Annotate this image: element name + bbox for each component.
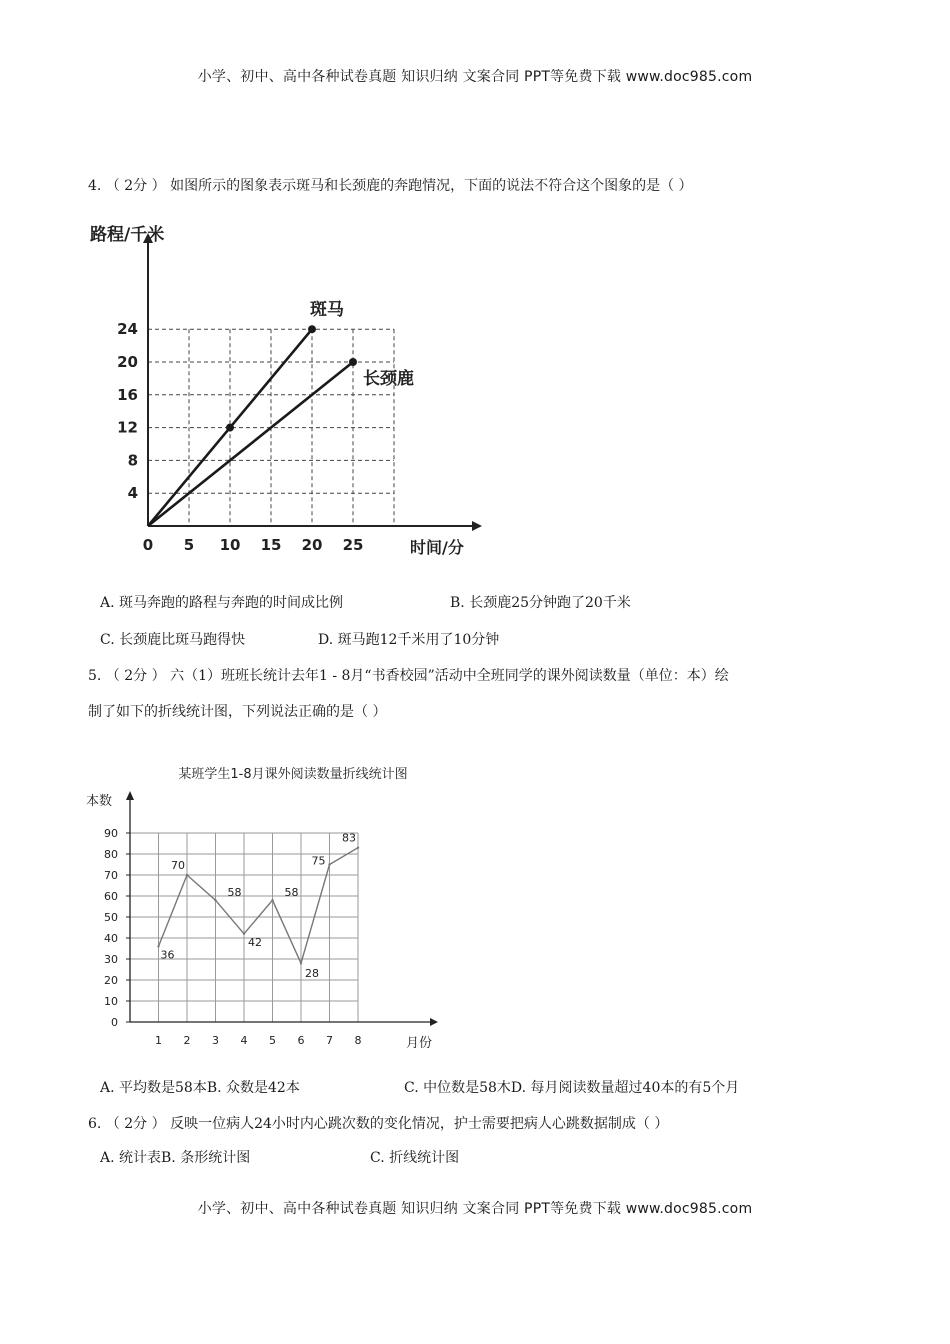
chart2-y-axis-label: 本数 [86,794,113,809]
q4-option-c: C. 长颈鹿比斑马跑得快 [100,632,246,648]
chart2-point [243,933,245,935]
chart2-x-tick: 2 [183,1034,191,1047]
chart1-x-tick: 25 [342,536,364,554]
chart2-point [157,945,159,947]
q4-option-d: D. 斑马跑12千米用了10分钟 [318,632,500,648]
chart1-series-line-1 [148,362,353,526]
q5-option-ab: A. 平均数是58本B. 众数是42本 [100,1080,300,1096]
chart1-y-tick: 4 [127,484,138,503]
chart2-y-tick: 0 [111,1016,118,1029]
chart2-x-tick: 5 [269,1034,276,1047]
chart2-x-tick: 8 [354,1034,362,1047]
chart2-y-tick: 40 [104,932,118,945]
chart2-data-label: 42 [248,935,262,949]
chart2-y-tick: 10 [104,995,118,1008]
chart2-y-tick: 50 [104,911,118,924]
chart2-data-label: 83 [342,831,356,845]
chart2-data-label: 36 [160,948,175,962]
chart2-data-label: 75 [311,854,326,868]
chart2-point [328,863,330,865]
chart2-x-tick: 1 [155,1034,162,1047]
question-6-stem: 6. （ 2分 ） 反映一位病人24小时内心跳次数的变化情况，护士需要把病人心跳数据制成（ ） [88,1116,669,1132]
chart1-y-axis-label: 路程/千米 [90,225,165,245]
chart2-point [271,899,273,901]
chart1-y-tick: 20 [117,353,138,371]
chart2-y-tick: 90 [104,827,118,840]
chart2-x-tick: 6 [297,1034,305,1047]
chart2-y-tick: 20 [104,974,118,987]
chart1-x-tick: 10 [219,536,241,554]
chart1-series-label-0: 斑马 [310,300,344,321]
chart2-y-tick: 70 [104,869,118,882]
q6-option-c: C. 折线统计图 [370,1150,460,1166]
chart2-y-tick: 30 [104,953,118,966]
chart1-x-tick: 15 [260,536,282,554]
q6-option-ab: A. 统计表B. 条形统计图 [100,1150,251,1166]
question-4-stem: 4. （ 2分 ） 如图所示的图象表示斑马和长颈鹿的奔跑情况，下面的说法不符合这个图象的是（ ） [88,178,693,194]
question-5-stem-line1: 5. （ 2分 ） 六（1）班班长统计去年1 - 8月“书香校园”活动中全班同学的课外阅读数量（单位：本）绘 [88,668,729,684]
chart2-y-tick: 80 [104,848,118,861]
chart1-y-tick: 8 [127,451,138,470]
chart2-point [186,874,188,876]
reading-line-chart [80,755,450,1060]
chart1-y-tick: 16 [117,385,138,404]
chart1-y-tick: 12 [117,418,138,437]
chart2-point [214,899,216,901]
chart2-data-label: 58 [284,886,299,900]
q4-option-a: A. 斑马奔跑的路程与奔跑的时间成比例 [100,595,344,611]
chart2-data-label: 70 [171,859,185,872]
chart1-x-axis-label: 时间/分 [410,538,464,557]
chart1-point [308,325,316,333]
q4-option-b: B. 长颈鹿25分钟跑了20千米 [450,595,631,611]
chart1-series-label-1: 长颈鹿 [363,369,414,389]
chart2-point [300,962,302,964]
chart2-x-tick: 7 [326,1034,333,1047]
chart2-x-tick: 4 [240,1034,248,1047]
chart2-axes [126,791,438,1026]
page-header: 小学、初中、高中各种试卷真题 知识归纳 文案合同 PPT等免费下载 www.doc985.com [197,69,753,85]
question-5-stem-line2: 制了如下的折线统计图，下列说法正确的是（ ） [88,704,387,720]
zebra-giraffe-chart [80,215,500,565]
chart2-data-label: 28 [305,967,319,981]
chart2-point [357,847,359,849]
chart1-point [349,358,357,366]
chart1-x-tick: 20 [301,536,323,554]
page-footer: 小学、初中、高中各种试卷真题 知识归纳 文案合同 PPT等免费下载 www.doc985.com [197,1201,753,1217]
q5-option-cd: C. 中位数是58木D. 每月阅读数量超过40本的有5个月 [404,1080,740,1096]
chart2-title: 某班学生1-8月课外阅读数量折线统计图 [178,767,408,782]
chart1-point [226,424,234,432]
chart2-data-label: 58 [227,886,242,900]
chart1-y-tick: 24 [117,320,138,339]
chart1-x-tick: 5 [183,536,195,554]
chart2-x-tick: 3 [212,1034,219,1047]
chart2-x-axis-label: 月份 [406,1036,433,1051]
chart1-x-tick: 0 [142,536,154,554]
chart2-y-tick: 60 [104,890,118,903]
